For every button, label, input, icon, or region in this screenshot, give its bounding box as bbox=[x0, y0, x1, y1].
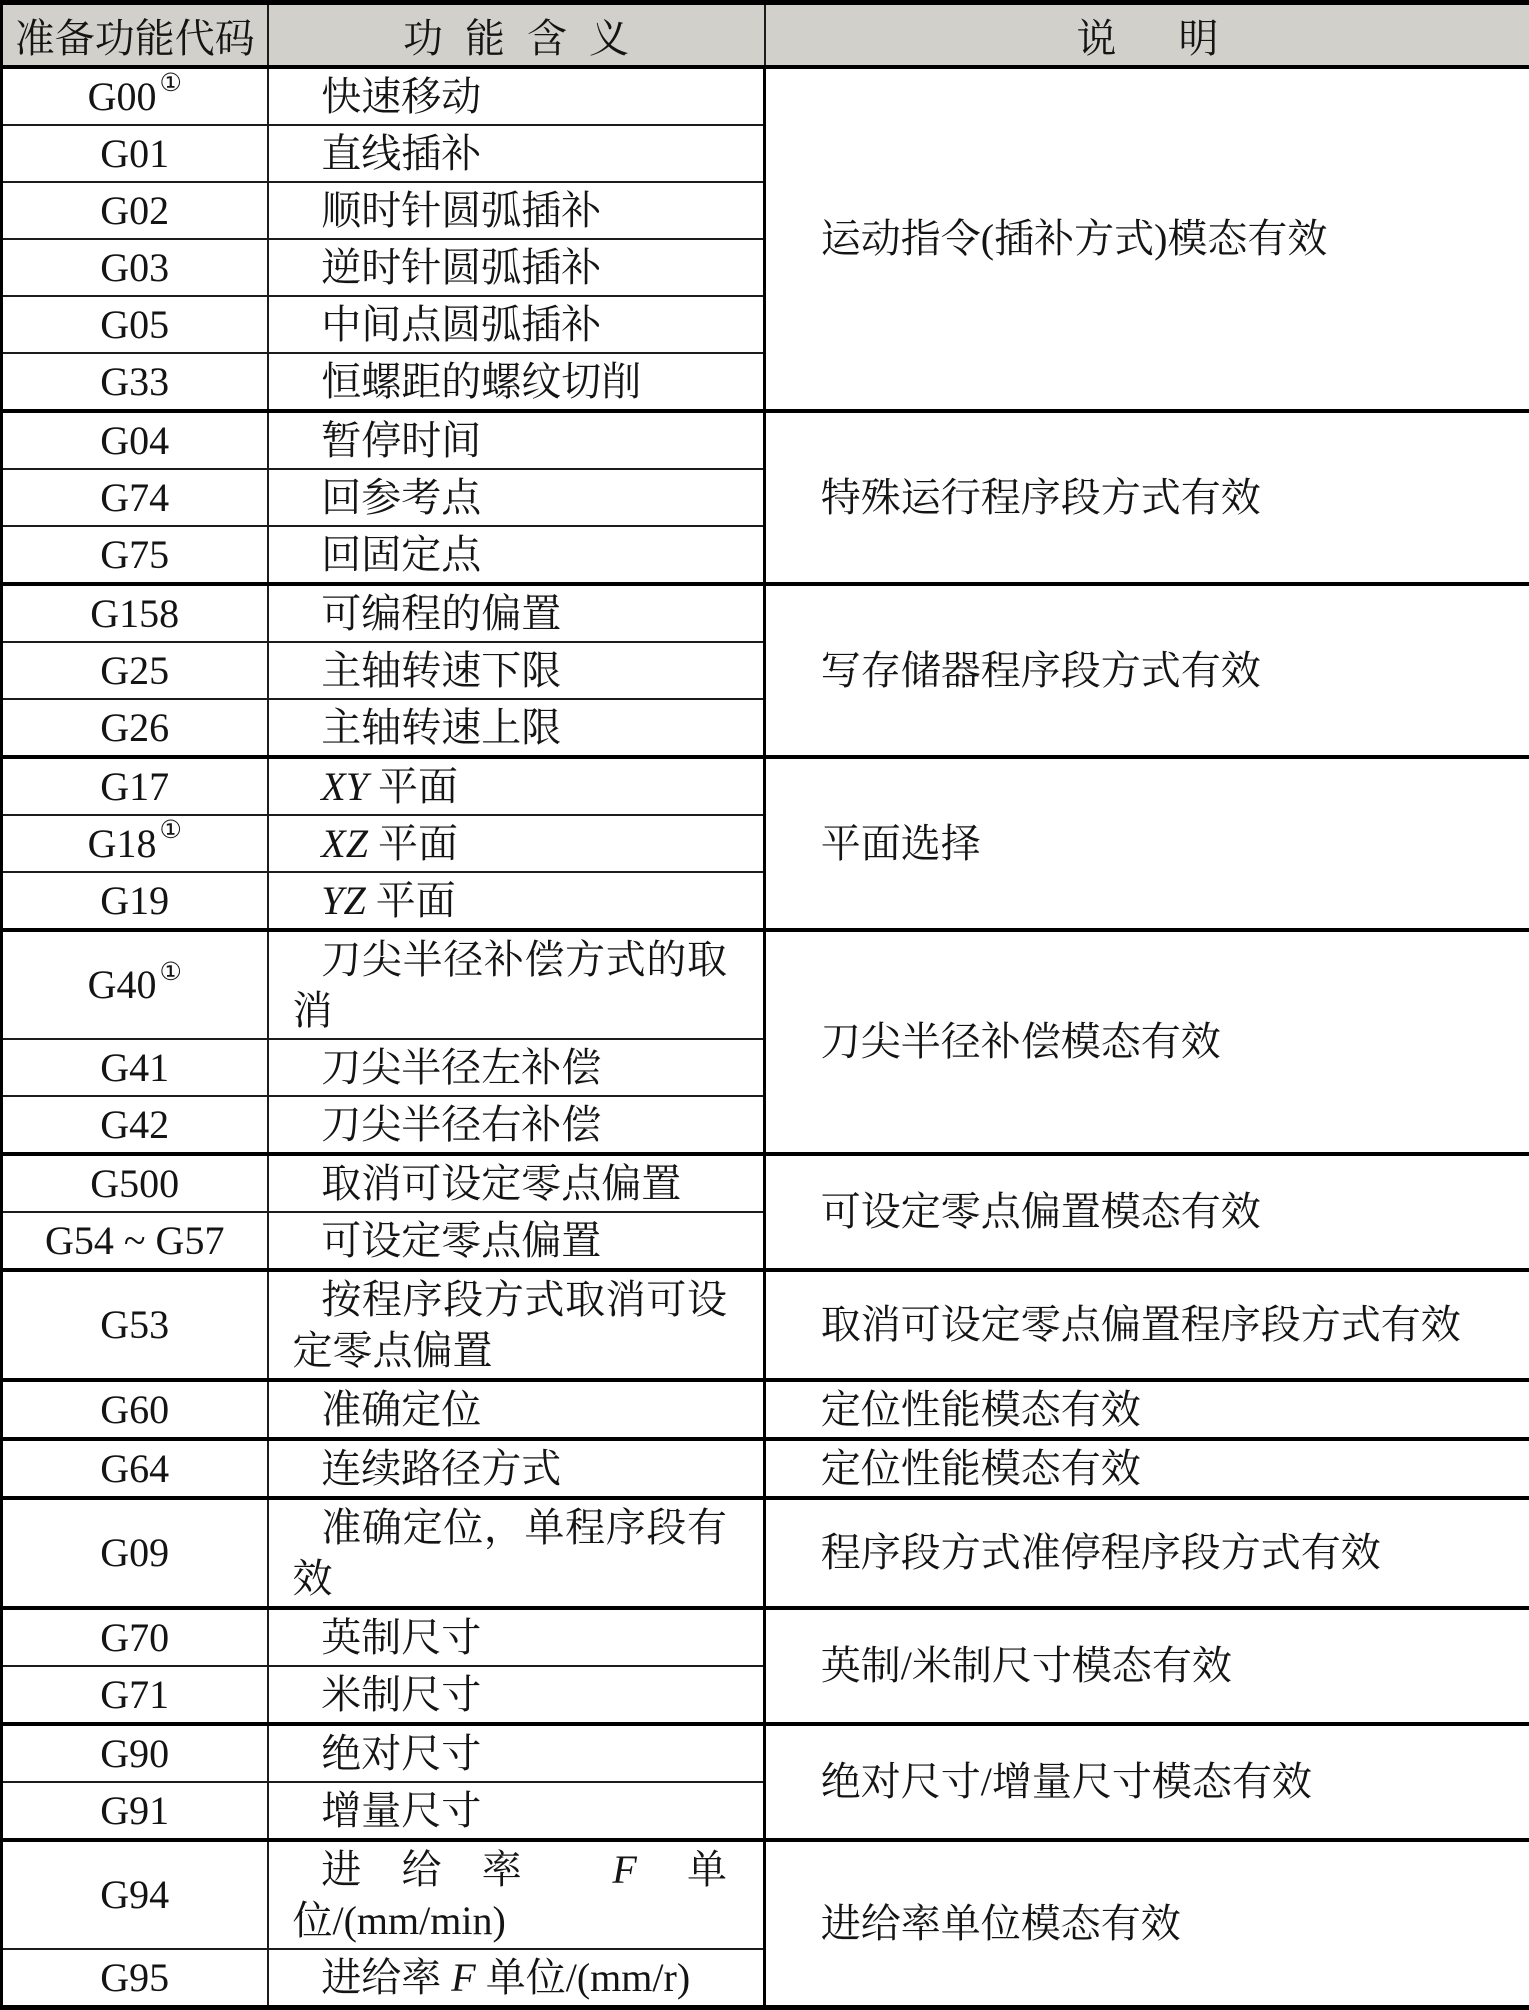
code-cell: G64 bbox=[2, 1439, 268, 1498]
meaning-cell: 按程序段方式取消可设定零点偏置 bbox=[268, 1270, 765, 1380]
table-row bbox=[2, 1498, 1529, 1608]
code-cell: G42 bbox=[2, 1096, 268, 1154]
meaning-cell: 顺时针圆弧插补 bbox=[268, 182, 765, 239]
meaning-cell: 中间点圆弧插补 bbox=[268, 296, 765, 353]
code-cell: G94 bbox=[2, 1840, 268, 1949]
code-cell: G19 bbox=[2, 872, 268, 930]
header-row bbox=[2, 3, 1529, 68]
table-row bbox=[2, 411, 1529, 469]
table-row bbox=[2, 1154, 1529, 1212]
meaning-cell: 准确定位，单程序段有效 bbox=[268, 1498, 765, 1608]
code-cell: G01 bbox=[2, 125, 268, 182]
meaning-cell: 绝对尺寸 bbox=[268, 1724, 765, 1782]
meaning-cell: 米制尺寸 bbox=[268, 1666, 765, 1724]
meaning-cell: 刀尖半径左补偿 bbox=[268, 1039, 765, 1096]
note-cell: 进给率单位模态有效 bbox=[765, 1840, 1529, 2008]
meaning-cell: 刀尖半径右补偿 bbox=[268, 1096, 765, 1154]
table-row bbox=[2, 1380, 1529, 1439]
code-cell: G75 bbox=[2, 526, 268, 584]
gcode-table-header bbox=[2, 3, 1529, 68]
table-row bbox=[2, 930, 1529, 1039]
meaning-cell: 连续路径方式 bbox=[268, 1439, 765, 1498]
note-cell: 英制/米制尺寸模态有效 bbox=[765, 1608, 1529, 1724]
math-variable: F bbox=[612, 1847, 636, 1892]
code-cell: G33 bbox=[2, 353, 268, 411]
meaning-cell: 快速移动 bbox=[268, 67, 765, 125]
code-cell: G17 bbox=[2, 757, 268, 815]
meaning-cell: 逆时针圆弧插补 bbox=[268, 239, 765, 296]
code-cell: G09 bbox=[2, 1498, 268, 1608]
header-meaning: 功能含义 bbox=[268, 3, 765, 68]
code-cell: G05 bbox=[2, 296, 268, 353]
footnote-marker: ① bbox=[159, 817, 181, 844]
header-note: 说明 bbox=[765, 3, 1529, 68]
meaning-cell: XY 平面 bbox=[268, 757, 765, 815]
table-row bbox=[2, 1840, 1529, 1949]
meaning-cell: 回参考点 bbox=[268, 469, 765, 526]
meaning-cell: 暂停时间 bbox=[268, 411, 765, 469]
math-variable: XY bbox=[321, 764, 368, 809]
code-cell: G18 ① bbox=[2, 815, 268, 872]
note-cell: 刀尖半径补偿模态有效 bbox=[765, 930, 1529, 1154]
note-cell: 特殊运行程序段方式有效 bbox=[765, 411, 1529, 584]
code-cell: G26 bbox=[2, 699, 268, 757]
meaning-cell: 恒螺距的螺纹切削 bbox=[268, 353, 765, 411]
table-row bbox=[2, 757, 1529, 815]
meaning-cell: YZ 平面 bbox=[268, 872, 765, 930]
meaning-cell: 回固定点 bbox=[268, 526, 765, 584]
code-cell: G60 bbox=[2, 1380, 268, 1439]
code-cell: G41 bbox=[2, 1039, 268, 1096]
table-row bbox=[2, 1270, 1529, 1380]
meaning-cell: 进给率 F 单位/(mm/min) bbox=[268, 1840, 765, 1949]
code-cell: G00 ① bbox=[2, 67, 268, 125]
meaning-cell: 准确定位 bbox=[268, 1380, 765, 1439]
code-cell: G25 bbox=[2, 642, 268, 699]
gcode-table-body bbox=[2, 67, 1529, 2008]
code-cell: G53 bbox=[2, 1270, 268, 1380]
footnote-marker: ① bbox=[159, 959, 181, 986]
header-code: 准备功能代码 bbox=[2, 3, 268, 68]
code-cell: G40 ① bbox=[2, 930, 268, 1039]
code-cell: G158 bbox=[2, 584, 268, 642]
table-row bbox=[2, 1724, 1529, 1782]
meaning-cell: 英制尺寸 bbox=[268, 1608, 765, 1666]
math-variable: XZ bbox=[321, 821, 368, 866]
note-cell: 可设定零点偏置模态有效 bbox=[765, 1154, 1529, 1270]
meaning-cell: 刀尖半径补偿方式的取消 bbox=[268, 930, 765, 1039]
code-cell: G70 bbox=[2, 1608, 268, 1666]
math-variable: F bbox=[451, 1955, 475, 2000]
code-cell: G02 bbox=[2, 182, 268, 239]
note-cell: 程序段方式准停程序段方式有效 bbox=[765, 1498, 1529, 1608]
code-cell: G91 bbox=[2, 1782, 268, 1840]
table-row bbox=[2, 1608, 1529, 1666]
table-row bbox=[2, 584, 1529, 642]
note-cell: 定位性能模态有效 bbox=[765, 1380, 1529, 1439]
meaning-cell: 取消可设定零点偏置 bbox=[268, 1154, 765, 1212]
note-cell: 写存储器程序段方式有效 bbox=[765, 584, 1529, 757]
note-cell: 绝对尺寸/增量尺寸模态有效 bbox=[765, 1724, 1529, 1840]
note-cell: 运动指令(插补方式)模态有效 bbox=[765, 67, 1529, 411]
math-variable: YZ bbox=[321, 878, 366, 923]
code-cell: G95 bbox=[2, 1949, 268, 2008]
note-cell: 定位性能模态有效 bbox=[765, 1439, 1529, 1498]
meaning-cell: 可编程的偏置 bbox=[268, 584, 765, 642]
meaning-cell: 进给率 F 单位/(mm/r) bbox=[268, 1949, 765, 2008]
code-cell: G90 bbox=[2, 1724, 268, 1782]
table-row bbox=[2, 1439, 1529, 1498]
code-cell: G500 bbox=[2, 1154, 268, 1212]
meaning-cell: 主轴转速上限 bbox=[268, 699, 765, 757]
code-cell: G71 bbox=[2, 1666, 268, 1724]
footnote-marker: ① bbox=[159, 70, 181, 97]
code-cell: G04 bbox=[2, 411, 268, 469]
code-cell: G54 ~ G57 bbox=[2, 1212, 268, 1270]
meaning-cell: 增量尺寸 bbox=[268, 1782, 765, 1840]
table-row bbox=[2, 67, 1529, 125]
meaning-cell: 直线插补 bbox=[268, 125, 765, 182]
code-cell: G74 bbox=[2, 469, 268, 526]
note-cell: 取消可设定零点偏置程序段方式有效 bbox=[765, 1270, 1529, 1380]
meaning-cell: 可设定零点偏置 bbox=[268, 1212, 765, 1270]
meaning-cell: XZ 平面 bbox=[268, 815, 765, 872]
note-cell: 平面选择 bbox=[765, 757, 1529, 930]
meaning-cell: 主轴转速下限 bbox=[268, 642, 765, 699]
code-cell: G03 bbox=[2, 239, 268, 296]
